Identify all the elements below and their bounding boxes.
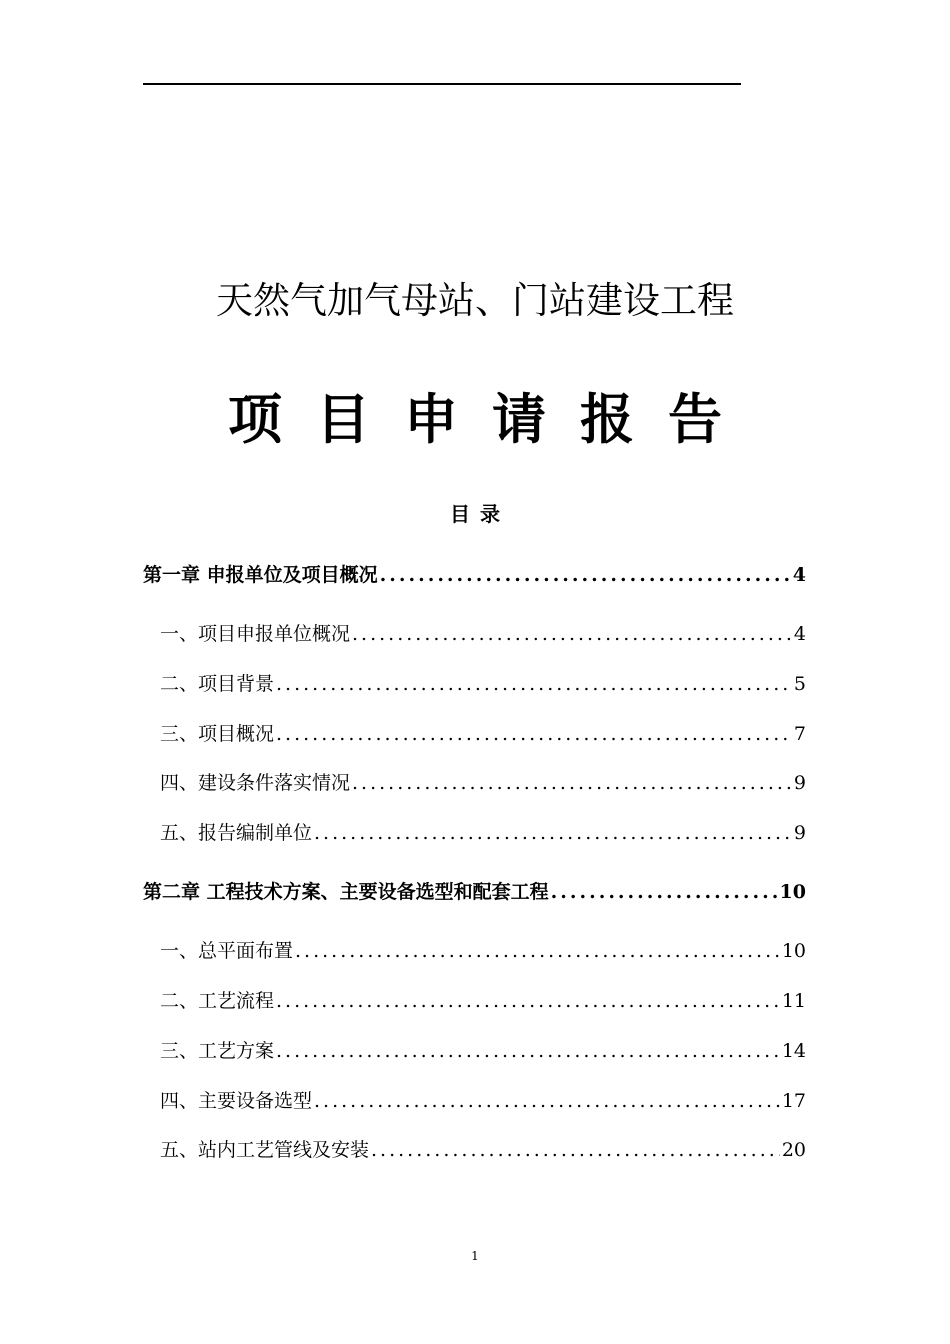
toc-leader-dots [295, 936, 780, 966]
document-subtitle: 项目申请报告 [228, 388, 756, 451]
toc-entry-label: 第二章 工程技术方案、主要设备选型和配套工程 [143, 881, 549, 903]
toc-entry-page: 9 [793, 822, 806, 844]
toc-leader-dots [352, 619, 792, 649]
toc-entry-page: 17 [781, 1090, 806, 1112]
toc-section-2-5[interactable] [160, 1135, 806, 1165]
toc-entry-page: 4 [793, 623, 806, 645]
toc-entry-page: 5 [793, 673, 806, 695]
toc-entry-page: 14 [781, 1040, 806, 1062]
toc-entry-page: 10 [779, 881, 806, 903]
toc-entry-label: 三、项目概况 [160, 723, 275, 745]
toc-entry-page: 7 [793, 723, 806, 745]
toc-leader-dots [352, 768, 792, 798]
toc-leader-dots [551, 877, 778, 907]
toc-entry-label: 五、站内工艺管线及安装 [160, 1139, 370, 1161]
toc-entry-label: 四、主要设备选型 [160, 1090, 313, 1112]
toc-section-2-2[interactable] [160, 986, 806, 1016]
toc-leader-dots [276, 986, 780, 1016]
toc-leader-dots [380, 560, 791, 590]
toc-section-2-3[interactable] [160, 1036, 806, 1066]
toc-entry-label: 二、工艺流程 [160, 990, 275, 1012]
toc-chapter-1[interactable] [143, 560, 806, 590]
toc-section-1-5[interactable] [160, 818, 806, 848]
toc-leader-dots [276, 669, 792, 699]
toc-entry-page: 4 [792, 564, 806, 586]
toc-section-2-1[interactable] [160, 936, 806, 966]
toc-section-1-3[interactable] [160, 719, 806, 749]
toc-entry-label: 五、报告编制单位 [160, 822, 313, 844]
toc-entry-label: 一、总平面布置 [160, 940, 294, 962]
header-rule [143, 83, 741, 85]
toc-entry-label: 一、项目申报单位概况 [160, 623, 351, 645]
toc-leader-dots [276, 719, 792, 749]
toc-leader-dots [371, 1135, 780, 1165]
document-title: 天然气加气母站、门站建设工程 [216, 279, 734, 322]
toc-entry-page: 9 [793, 772, 806, 794]
toc-entry-label: 二、项目背景 [160, 673, 275, 695]
page-number: 1 [471, 1249, 479, 1263]
toc-entry-label: 第一章 申报单位及项目概况 [143, 564, 378, 586]
toc-entry-label: 四、建设条件落实情况 [160, 772, 351, 794]
toc-entry-label: 三、工艺方案 [160, 1040, 275, 1062]
toc-entry-page: 11 [781, 990, 806, 1012]
toc-section-1-1[interactable] [160, 619, 806, 649]
toc-leader-dots [314, 1086, 780, 1116]
toc-leader-dots [314, 818, 792, 848]
toc-chapter-2[interactable] [143, 877, 806, 907]
toc-section-2-4[interactable] [160, 1086, 806, 1116]
toc-section-1-2[interactable] [160, 669, 806, 699]
toc-entry-page: 10 [781, 940, 806, 962]
toc-leader-dots [276, 1036, 780, 1066]
toc-heading: 目录 [450, 502, 510, 526]
toc-section-1-4[interactable] [160, 768, 806, 798]
toc-entry-page: 20 [781, 1139, 806, 1161]
